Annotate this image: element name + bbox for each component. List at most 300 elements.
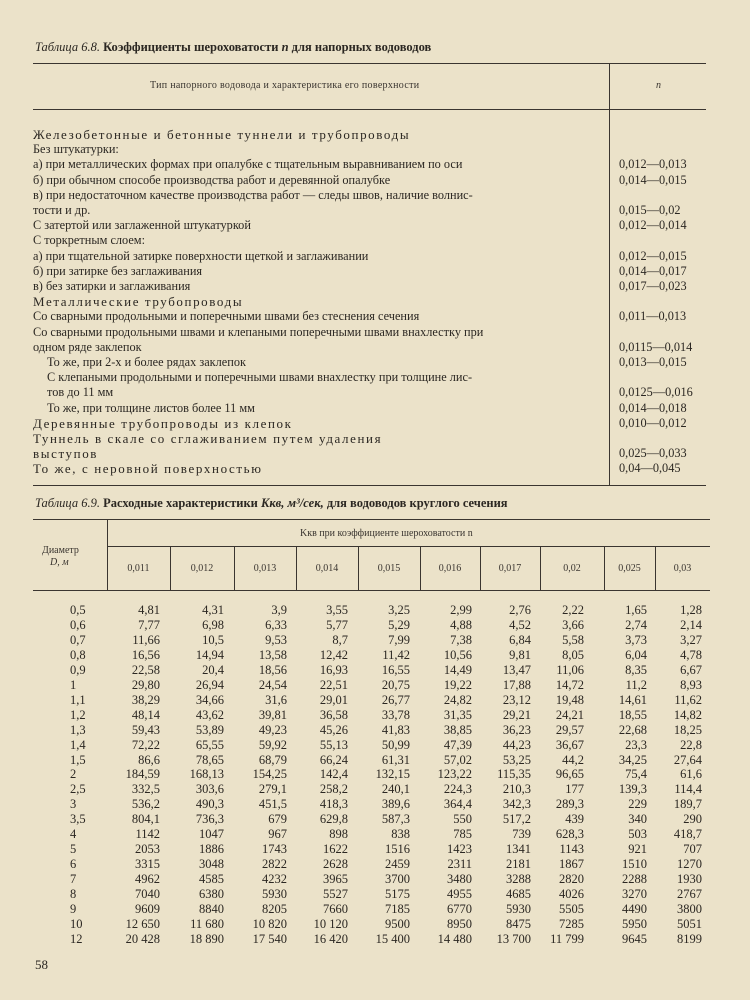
value-cell: 364,4	[443, 797, 472, 812]
table-6-9-header-rule	[33, 590, 710, 591]
column-header: 0,02	[563, 563, 581, 574]
value-cell: 1047	[199, 827, 224, 842]
table-row	[35, 782, 715, 797]
column-divider	[170, 546, 171, 590]
value-cell: 5950	[622, 916, 647, 931]
value-cell: 4232	[262, 872, 287, 887]
value-cell: 14 480	[437, 931, 472, 946]
value-cell: 20,4	[202, 662, 224, 677]
value-cell: 2181	[506, 857, 531, 872]
value-cell: 10,56	[443, 647, 472, 662]
value-cell: 6,04	[625, 647, 647, 662]
table-row	[35, 648, 715, 663]
value-cell: 132,15	[375, 767, 410, 782]
caption-label: Таблица 6.9.	[35, 496, 100, 510]
row-description: С затертой или заглаженной штукатуркой	[33, 218, 251, 233]
value-cell: 7660	[323, 902, 348, 916]
value-cell: 3,25	[388, 603, 410, 617]
table-row	[33, 370, 738, 385]
value-cell: 517,2	[502, 812, 531, 827]
column-header: 0,012	[190, 563, 214, 574]
value-cell: 9609	[135, 902, 160, 916]
value-cell: 36,58	[319, 707, 348, 722]
diameter-cell: 3	[70, 797, 77, 812]
value-cell: 17,88	[502, 677, 531, 692]
value-cell: 3700	[385, 872, 410, 887]
value-cell: 736,3	[195, 812, 224, 827]
value-cell: 279,1	[258, 782, 287, 797]
table-row	[35, 932, 715, 947]
row-n-value: 0,012—0,014	[619, 218, 687, 233]
table-row	[33, 218, 738, 233]
value-cell: 11,66	[132, 632, 160, 647]
value-cell: 5051	[677, 916, 702, 931]
value-cell: 2311	[447, 857, 472, 872]
row-description: тов до 11 мм	[47, 385, 114, 400]
table-row	[33, 264, 738, 279]
value-cell: 967	[268, 827, 287, 842]
table-row	[35, 708, 715, 723]
value-cell: 18 890	[189, 931, 224, 946]
value-cell: 27,64	[673, 752, 702, 767]
table-row	[33, 157, 738, 172]
value-cell: 78,65	[195, 752, 224, 767]
table-row	[33, 249, 738, 264]
value-cell: 2822	[262, 857, 287, 872]
value-cell: 3288	[506, 872, 531, 887]
header-diameter: Диаметр	[42, 545, 79, 556]
header-diameter-unit: D, м	[50, 557, 69, 568]
value-cell: 4955	[447, 887, 472, 902]
column-header: 0,011	[127, 563, 150, 574]
value-cell: 13,58	[258, 647, 287, 662]
value-cell: 59,92	[258, 737, 287, 752]
value-cell: 9,81	[509, 647, 531, 662]
value-cell: 22,58	[131, 662, 160, 677]
value-cell: 8,35	[625, 662, 647, 677]
table-row	[35, 872, 715, 887]
caption-label: Таблица 6.8.	[35, 40, 100, 54]
value-cell: 50,99	[381, 737, 410, 752]
value-cell: 20,75	[381, 677, 410, 692]
column-divider	[604, 546, 605, 590]
value-cell: 2820	[559, 872, 584, 887]
value-cell: 11,2	[625, 677, 647, 692]
column-header: 0,025	[618, 563, 641, 574]
value-cell: 628,3	[555, 827, 584, 842]
row-description: Деревянные трубопроводы из клепок	[33, 415, 293, 431]
value-cell: 6380	[199, 887, 224, 902]
value-cell: 59,43	[131, 722, 160, 737]
value-cell: 6,98	[202, 617, 224, 632]
table-row	[35, 827, 715, 842]
table-row	[35, 767, 715, 782]
table-row	[33, 431, 738, 446]
diameter-cell: 1,2	[70, 707, 86, 722]
table-row	[33, 279, 738, 294]
value-cell: 29,21	[502, 707, 531, 722]
value-cell: 36,23	[502, 722, 531, 737]
value-cell: 2459	[385, 857, 410, 872]
table-row	[35, 812, 715, 827]
value-cell: 9645	[622, 931, 647, 946]
column-header: 0,014	[315, 563, 339, 574]
value-cell: 229	[628, 797, 647, 812]
diameter-cell: 0,5	[70, 603, 86, 617]
value-cell: 2,14	[680, 617, 702, 632]
row-n-value: 0,015—0,02	[619, 203, 681, 217]
value-cell: 22,68	[618, 722, 647, 737]
value-cell: 26,77	[381, 692, 410, 707]
value-cell: 44,2	[562, 752, 584, 767]
value-cell: 7,99	[388, 632, 410, 647]
diameter-cell: 3,5	[70, 812, 86, 827]
row-n-value: 0,017—0,023	[619, 279, 687, 293]
caption-variable: n	[281, 40, 289, 54]
value-cell: 3315	[135, 857, 160, 872]
value-cell: 11,42	[382, 647, 410, 662]
value-cell: 898	[329, 827, 348, 842]
diameter-cell: 1,5	[70, 752, 86, 767]
column-divider	[358, 546, 359, 590]
value-cell: 29,80	[131, 677, 160, 692]
caption-variable: Kкв,	[261, 496, 285, 510]
row-n-value: 0,014—0,017	[619, 263, 687, 278]
value-cell: 1510	[622, 857, 647, 872]
value-cell: 7040	[135, 887, 160, 902]
value-cell: 139,3	[618, 782, 647, 797]
table-row	[35, 633, 715, 648]
value-cell: 3,27	[680, 632, 702, 647]
value-cell: 114,4	[674, 782, 702, 797]
value-cell: 115,35	[497, 767, 531, 782]
value-cell: 6,33	[265, 617, 287, 632]
value-cell: 289,3	[555, 797, 584, 812]
table-row	[35, 678, 715, 693]
value-cell: 13,47	[502, 662, 531, 677]
value-cell: 14,94	[195, 647, 224, 662]
row-description: б) при обычном способе производства работ и деревянной опалубке	[33, 172, 391, 187]
value-cell: 39,81	[258, 707, 287, 722]
value-cell: 3048	[199, 857, 224, 872]
value-cell: 11,62	[674, 692, 702, 707]
row-description: в) без затирки и заглаживания	[33, 279, 191, 293]
table-row	[33, 127, 738, 142]
row-description: То же, при 2-х и более рядах заклепок	[47, 355, 246, 369]
value-cell: 5930	[262, 887, 287, 902]
row-description: Туннель в скале со сглаживанием путем удаления	[33, 431, 383, 446]
diameter-cell: 1,3	[70, 722, 86, 737]
value-cell: 14,49	[443, 662, 472, 677]
diameter-cell: 5	[70, 842, 77, 857]
value-cell: 5527	[323, 887, 348, 902]
column-divider	[655, 546, 656, 590]
table-row	[35, 603, 715, 618]
column-divider	[420, 546, 421, 590]
column-divider	[296, 546, 297, 590]
value-cell: 13 700	[496, 931, 531, 946]
value-cell: 804,1	[131, 812, 160, 827]
value-cell: 3270	[622, 887, 647, 902]
value-cell: 24,21	[555, 707, 584, 722]
caption-title: Коэффициенты шероховатости	[103, 40, 279, 54]
column-divider	[540, 546, 541, 590]
value-cell: 3,73	[625, 632, 647, 647]
page-number: 58	[35, 957, 48, 972]
diameter-cell: 8	[70, 887, 77, 902]
value-cell: 23,3	[625, 737, 647, 752]
value-cell: 33,78	[381, 707, 410, 722]
value-cell: 18,25	[673, 722, 702, 737]
table-row	[33, 461, 738, 476]
row-description: б) при затирке без заглаживания	[33, 263, 203, 278]
value-cell: 5,58	[562, 632, 584, 647]
row-description: одном ряде заклепок	[33, 339, 142, 354]
column-header: 0,03	[673, 563, 692, 574]
value-cell: 389,6	[381, 797, 410, 812]
value-cell: 3800	[677, 902, 702, 916]
value-cell: 49,23	[258, 722, 287, 737]
diameter-cell: 6	[70, 857, 77, 872]
value-cell: 7,77	[138, 617, 160, 632]
value-cell: 123,22	[437, 767, 472, 782]
row-description: То же, с неровной поверхностью	[33, 461, 263, 477]
value-cell: 418,3	[319, 797, 348, 812]
value-cell: 4026	[559, 887, 584, 902]
value-cell: 65,55	[195, 737, 224, 752]
value-cell: 23,12	[502, 692, 531, 707]
value-cell: 31,6	[265, 692, 287, 707]
value-cell: 16,56	[131, 647, 160, 662]
value-cell: 3,55	[326, 603, 348, 617]
value-cell: 2288	[622, 872, 647, 887]
value-cell: 15 400	[375, 931, 410, 946]
row-description: Со сварными продольными швами и клепаными поперечными швами внахлестку при	[33, 324, 484, 339]
table-row	[33, 325, 738, 340]
table-row	[33, 203, 738, 218]
column-header: 0,016	[438, 563, 462, 574]
value-cell: 258,2	[319, 782, 348, 797]
value-cell: 490,3	[195, 797, 224, 812]
value-cell: 340	[628, 812, 647, 827]
value-cell: 210,3	[502, 782, 531, 797]
value-cell: 7,38	[450, 632, 472, 647]
value-cell: 184,59	[125, 767, 160, 782]
value-cell: 45,26	[319, 722, 348, 737]
diameter-cell: 9	[70, 902, 77, 916]
value-cell: 1142	[135, 827, 160, 842]
value-cell: 1,65	[625, 603, 647, 617]
value-cell: 838	[391, 827, 410, 842]
column-header: 0,015	[377, 563, 401, 574]
row-description: в) при недостаточном качестве производства работ — следы швов, наличие волнис-	[33, 187, 473, 202]
value-cell: 11 680	[190, 916, 224, 931]
value-cell: 4,31	[202, 603, 224, 617]
value-cell: 2,76	[509, 603, 531, 617]
value-cell: 4,81	[138, 603, 160, 617]
diameter-cell: 4	[70, 827, 77, 842]
value-cell: 2,74	[625, 617, 647, 632]
value-cell: 418,7	[673, 827, 702, 842]
value-cell: 224,3	[443, 782, 472, 797]
value-cell: 3,9	[271, 603, 287, 617]
value-cell: 19,22	[443, 677, 472, 692]
value-cell: 6,67	[680, 662, 702, 677]
diameter-cell: 0,7	[70, 632, 86, 647]
value-cell: 4490	[622, 902, 647, 916]
value-cell: 8199	[677, 931, 702, 946]
table-row	[33, 173, 738, 188]
value-cell: 8950	[447, 916, 472, 931]
diameter-cell: 2,5	[70, 782, 86, 797]
value-cell: 14,82	[673, 707, 702, 722]
table-6-9-group-rule	[107, 546, 710, 547]
value-cell: 24,54	[258, 677, 287, 692]
row-n-value: 0,0115—0,014	[619, 339, 693, 354]
value-cell: 22,8	[680, 737, 702, 752]
table-row	[35, 618, 715, 633]
row-n-value: 0,014—0,018	[619, 400, 687, 415]
value-cell: 3965	[323, 872, 348, 887]
value-cell: 1886	[199, 842, 224, 857]
table-row	[35, 857, 715, 872]
table-6-8-top-rule	[33, 63, 706, 64]
value-cell: 2767	[677, 887, 702, 902]
value-cell: 96,65	[555, 767, 584, 782]
table-6-8-caption	[35, 40, 431, 55]
value-cell: 1743	[262, 842, 287, 857]
row-description: Металлические трубопроводы	[33, 294, 244, 310]
value-cell: 41,83	[381, 722, 410, 737]
value-cell: 1930	[677, 872, 702, 887]
value-cell: 18,55	[618, 707, 647, 722]
value-cell: 785	[453, 827, 472, 842]
value-cell: 5,29	[388, 617, 410, 632]
diameter-cell: 1,4	[70, 737, 86, 752]
table-row	[33, 385, 738, 400]
value-cell: 5505	[559, 902, 584, 916]
value-cell: 75,4	[625, 767, 647, 782]
row-description: тости и др.	[33, 203, 91, 217]
value-cell: 451,5	[258, 797, 287, 812]
row-description: а) при металлических формах при опалубке с тщательным выравниванием по оси	[33, 157, 463, 172]
value-cell: 1622	[323, 842, 348, 857]
value-cell: 47,39	[443, 737, 472, 752]
value-cell: 629,8	[319, 812, 348, 827]
table-6-9-top-rule	[33, 519, 710, 520]
table-row	[33, 142, 738, 157]
value-cell: 8,7	[332, 632, 348, 647]
value-cell: 5175	[385, 887, 410, 902]
table-row	[33, 188, 738, 203]
value-cell: 5,77	[326, 617, 348, 632]
table-row	[35, 723, 715, 738]
value-cell: 34,25	[618, 752, 647, 767]
row-n-value: 0,013—0,015	[619, 355, 687, 369]
table-row	[33, 401, 738, 416]
value-cell: 4,78	[680, 647, 702, 662]
value-cell: 18,56	[258, 662, 287, 677]
value-cell: 921	[628, 842, 647, 857]
value-cell: 38,85	[443, 722, 472, 737]
value-cell: 10,5	[202, 632, 224, 647]
value-cell: 9,53	[265, 632, 287, 647]
value-cell: 16,55	[381, 662, 410, 677]
value-cell: 53,25	[502, 752, 531, 767]
diameter-cell: 0,9	[70, 662, 86, 677]
value-cell: 240,1	[381, 782, 410, 797]
value-cell: 6770	[447, 902, 472, 916]
value-cell: 8,93	[680, 677, 702, 692]
table-6-8-header-n: n	[656, 80, 662, 91]
caption-tail: для водоводов круглого сечения	[326, 496, 508, 510]
value-cell: 36,67	[555, 737, 584, 752]
caption-units: м³/сек,	[287, 496, 324, 510]
table-row	[33, 355, 738, 370]
table-row	[33, 446, 738, 461]
value-cell: 1143	[559, 842, 584, 857]
value-cell: 10 120	[313, 916, 348, 931]
row-n-value: 0,0125—0,016	[619, 385, 693, 400]
diameter-cell: 10	[70, 916, 83, 931]
value-cell: 5930	[506, 902, 531, 916]
table-row	[35, 693, 715, 708]
value-cell: 1423	[447, 842, 472, 857]
value-cell: 4585	[199, 872, 224, 887]
value-cell: 4,88	[450, 617, 472, 632]
value-cell: 439	[565, 812, 584, 827]
value-cell: 1341	[506, 842, 531, 857]
diameter-cell: 2	[70, 767, 77, 782]
column-header: 0,013	[253, 563, 277, 574]
value-cell: 44,23	[502, 737, 531, 752]
value-cell: 12 650	[125, 916, 160, 931]
value-cell: 168,13	[189, 767, 224, 782]
value-cell: 3,66	[562, 617, 584, 632]
value-cell: 29,57	[555, 722, 584, 737]
table-row	[35, 887, 715, 902]
table-6-8-header-rule	[33, 109, 706, 110]
value-cell: 20 428	[125, 931, 160, 946]
value-cell: 19,48	[555, 692, 584, 707]
value-cell: 7185	[385, 902, 410, 916]
row-n-value: 0,011—0,013	[619, 309, 687, 324]
value-cell: 16 420	[313, 931, 348, 946]
row-n-value: 0,010—0,012	[619, 415, 687, 430]
row-description: Со сварными продольными и поперечными швами без стеснения сечения	[33, 309, 420, 324]
diameter-cell: 12	[70, 931, 83, 946]
row-n-value: 0,04—0,045	[619, 461, 681, 476]
row-n-value: 0,012—0,013	[619, 157, 687, 172]
value-cell: 154,25	[252, 767, 287, 782]
value-cell: 43,62	[195, 707, 224, 722]
table-row	[35, 797, 715, 812]
row-description: выступов	[33, 446, 99, 462]
value-cell: 2,99	[450, 603, 472, 617]
table-row	[33, 340, 738, 355]
column-divider	[480, 546, 481, 590]
value-cell: 142,4	[319, 767, 348, 782]
value-cell: 53,89	[195, 722, 224, 737]
value-cell: 16,93	[319, 662, 348, 677]
value-cell: 1516	[385, 842, 410, 857]
table-6-8-header-type: Тип напорного водовода и характеристика его поверхности	[150, 80, 420, 91]
value-cell: 3480	[447, 872, 472, 887]
diameter-cell: 1	[70, 677, 77, 692]
value-cell: 61,31	[381, 752, 410, 767]
value-cell: 189,7	[673, 797, 702, 812]
value-cell: 31,35	[443, 707, 472, 722]
